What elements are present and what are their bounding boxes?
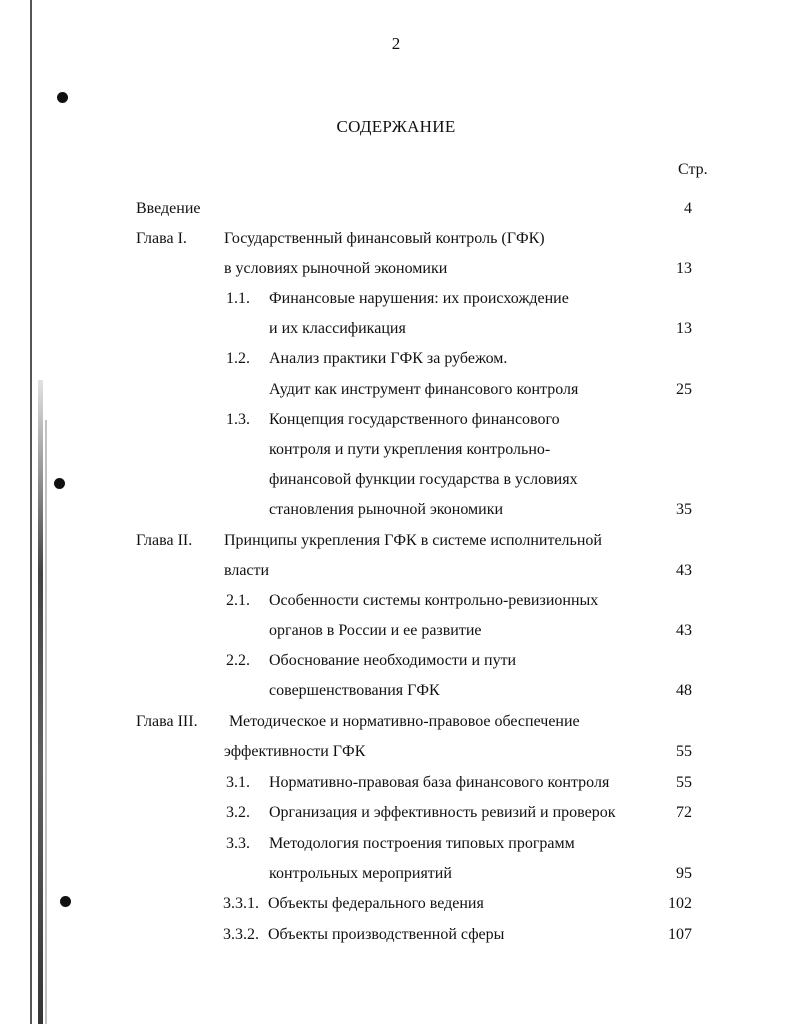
toc-entry-page: 95 [676,865,692,882]
toc-entry-page: 43 [676,562,692,579]
punch-hole-mark [54,478,65,489]
toc-entry-line: и их классификация [269,320,406,337]
toc-entry-line: Обоснование необходимости и пути [269,652,517,669]
toc-entry-label: Глава III. [136,713,198,730]
toc-entry-line: Принципы укрепления ГФК в системе исполнительной [224,532,602,549]
toc-entry-line: эффективности ГФК [224,743,366,760]
toc-entry-line: Методическое и нормативно-правовое обеспечение [229,713,580,730]
toc-entry-line: совершенствования ГФК [269,682,440,699]
toc-entry-label: 3.3.1. [223,895,259,912]
toc-entry-line: Концепция государственного финансового [269,411,560,428]
toc-entry-line: Объекты федерального ведения [268,895,484,912]
toc-entry-page: 13 [676,320,692,337]
toc-entry-label: 3.2. [226,804,250,821]
toc-entry-page: 25 [676,381,692,398]
toc-entry-label: 3.3.2. [223,926,259,943]
binding-shadow-line [45,420,47,1024]
toc-entry-label: 2.1. [226,592,250,609]
toc-entry-label: 1.3. [226,411,250,428]
toc-entry-label: 2.2. [226,652,250,669]
punch-hole-mark [57,92,68,103]
toc-entry-label: 1.2. [226,350,250,367]
toc-entry-page: 55 [676,743,692,760]
toc-entry-page: 35 [676,501,692,518]
toc-entry-line: становления рыночной экономики [269,501,504,518]
toc-entry-page: 43 [676,622,692,639]
binding-edge [30,0,32,1024]
toc-entry-line: Особенности системы контрольно-ревизионных [269,592,599,609]
toc-entry-line: Нормативно-правовая база финансового контроля [269,774,610,791]
toc-entry-page: 107 [668,926,692,943]
toc-entry-line: контроля и пути укрепления контрольно- [269,441,551,458]
toc-entry-label: Глава I. [136,230,187,247]
toc-entry-page: 48 [676,682,692,699]
toc-entry-label: Глава II. [136,532,193,549]
binding-shadow [38,380,43,1024]
toc-entry-line: Аудит как инструмент финансового контроля [269,381,579,398]
toc-entry-line: финансовой функции государства в условиях [269,471,578,488]
page-column-header: Стр. [678,161,708,178]
toc-entry-line: в условиях рыночной экономики [224,260,448,277]
toc-entry-label: 1.1. [226,290,250,307]
toc-entry-line: власти [224,562,270,579]
page-number: 2 [391,34,401,53]
toc-entry-line: Методология построения типовых программ [269,835,575,852]
toc-entry-page: 13 [676,260,692,277]
toc-entry-label: Введение [136,200,201,217]
toc-entry-line: Организация и эффективность ревизий и проверок [269,804,616,821]
toc-entry-line: органов в России и ее развитие [269,622,482,639]
toc-entry-line: Финансовые нарушения: их происхождение [269,290,569,307]
toc-entry-label: 3.1. [226,774,250,791]
toc-entry-page: 72 [676,804,692,821]
punch-hole-mark [60,896,71,907]
toc-entry-line: Объекты производственной сферы [268,926,505,943]
toc-entry-page: 4 [684,200,692,217]
toc-entry-line: контрольных мероприятий [269,865,452,882]
toc-entry-line: Анализ практики ГФК за рубежом. [269,350,508,367]
page-title: СОДЕРЖАНИЕ [336,117,456,136]
toc-entry-page: 102 [668,895,692,912]
toc-entry-label: 3.3. [226,835,250,852]
toc-entry-page: 55 [676,774,692,791]
toc-entry-line: Государственный финансовый контроль (ГФК) [224,230,545,247]
